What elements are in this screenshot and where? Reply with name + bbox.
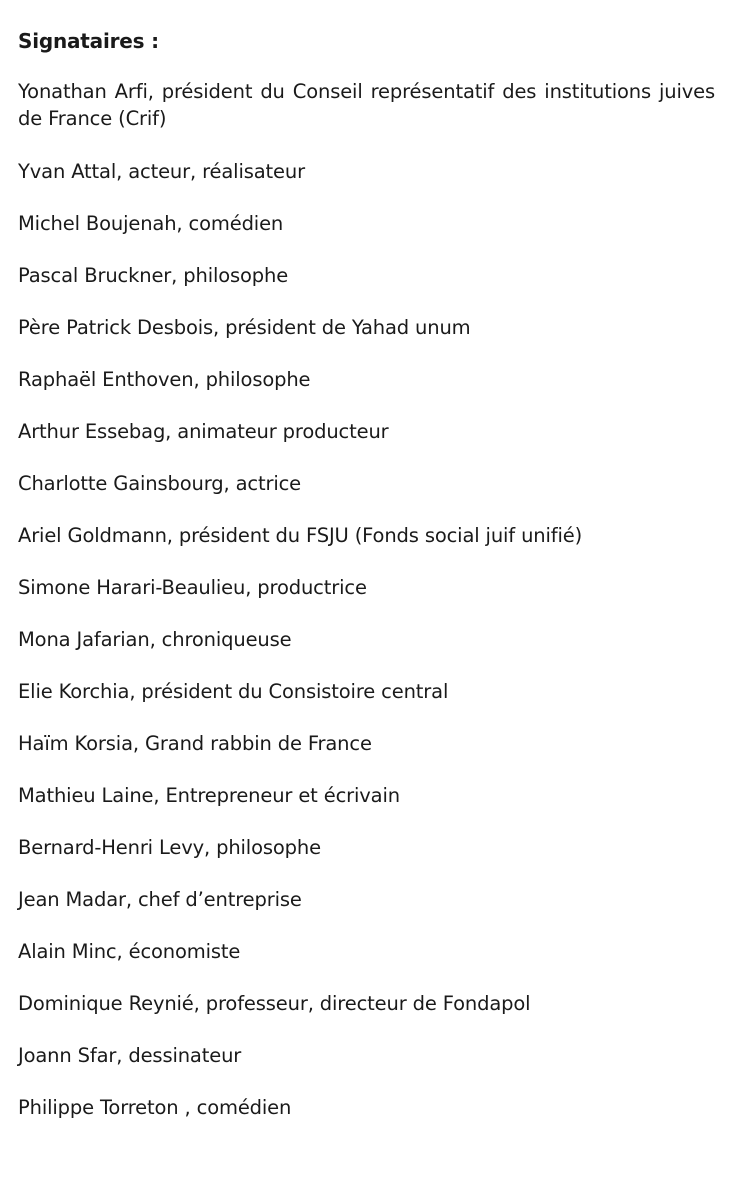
signatory-item: Michel Boujenah, comédien	[18, 212, 284, 235]
signatory-item: Dominique Reynié, professeur, directeur de Fondapol	[18, 992, 531, 1015]
signatory-item: Charlotte Gainsbourg, actrice	[18, 472, 302, 495]
signatory-item: Bernard-Henri Levy, philosophe	[18, 836, 321, 859]
signatory-item: Mathieu Laine, Entrepreneur et écrivain	[18, 784, 400, 807]
signatory-item: Alain Minc, économiste	[18, 940, 241, 963]
signatory-item: Mona Jafarian, chroniqueuse	[18, 628, 292, 651]
signatory-item: Elie Korchia, président du Consistoire central	[18, 680, 449, 703]
signatory-item: Pascal Bruckner, philosophe	[18, 264, 289, 287]
signatories-heading: Signataires :	[18, 29, 159, 53]
signatory-item: Philippe Torreton , comédien	[18, 1096, 292, 1119]
signatory-item: Père Patrick Desbois, président de Yahad unum	[18, 316, 471, 339]
signatory-item: Yonathan Arfi, président du Conseil représentatif des institutions juives de France (Crif)	[18, 80, 715, 130]
signatory-item: Yvan Attal, acteur, réalisateur	[18, 160, 305, 183]
signatory-item: Ariel Goldmann, président du FSJU (Fonds social juif unifié)	[18, 524, 583, 547]
signatory-item: Joann Sfar, dessinateur	[18, 1044, 242, 1067]
signatory-item: Haïm Korsia, Grand rabbin de France	[18, 732, 372, 755]
signatories-list	[18, 79, 715, 1122]
signatory-item: Raphaël Enthoven, philosophe	[18, 368, 311, 391]
signatory-item: Simone Harari-Beaulieu, productrice	[18, 576, 367, 599]
signatory-item: Jean Madar, chef d’entreprise	[18, 888, 302, 911]
signatory-item: Arthur Essebag, animateur producteur	[18, 420, 389, 443]
document-page	[18, 28, 715, 1147]
